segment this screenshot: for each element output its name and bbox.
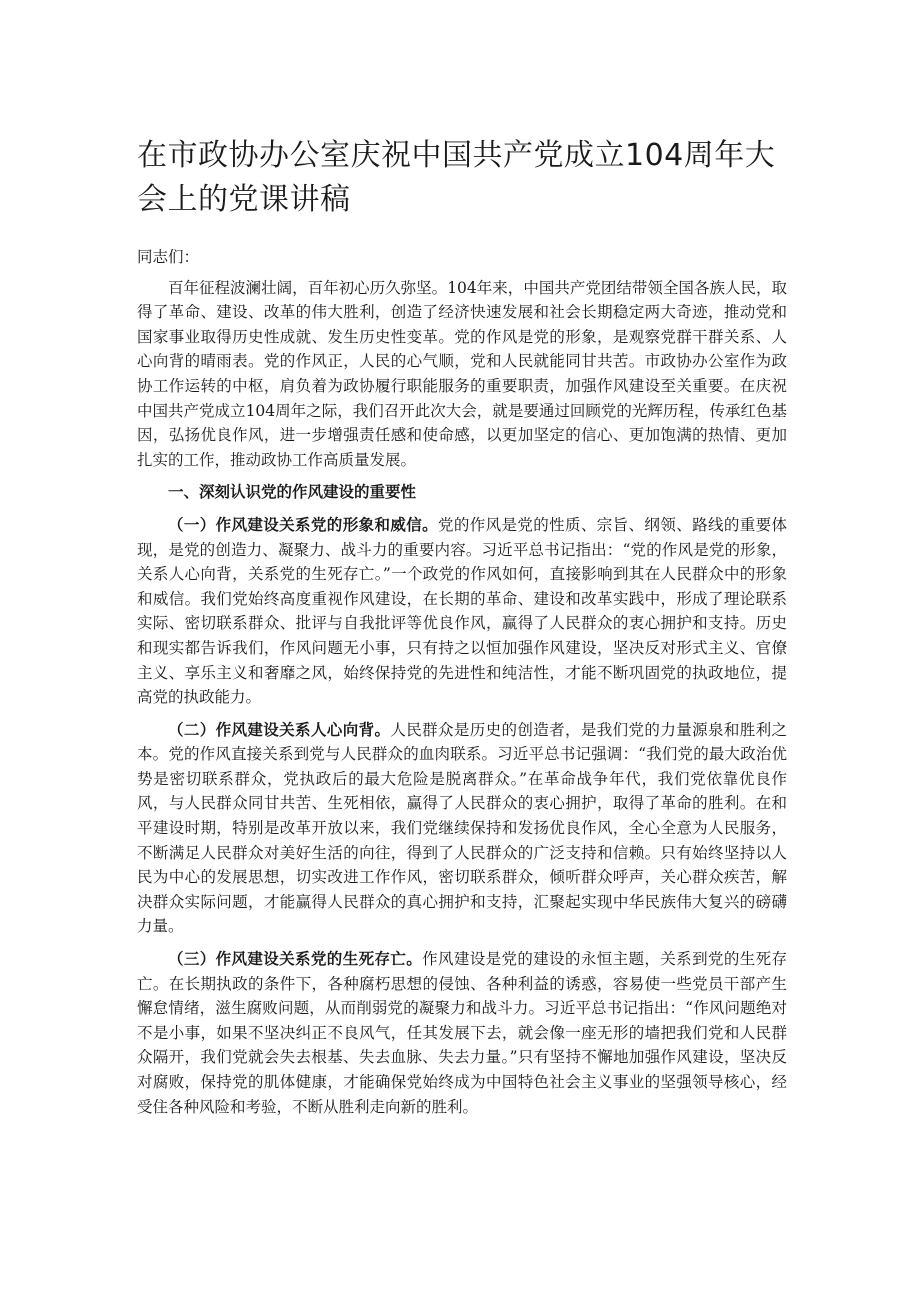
paragraph-1 bbox=[137, 513, 787, 710]
paragraph-2-lead: （二）作风建设关系人心向背。 bbox=[168, 720, 391, 739]
intro-paragraph: 百年征程波澜壮阔，百年初心历久弥坚。104年来，中国共产党团结带领全国各族人民，取得了革命、建设、改革的伟大胜利，创造了经济快速发展和社会长期稳定两大奇迹，推动党和国家事业取得历史性成就、发生历史性变革。党的作风是党的形象，是观察党群干群关系、人心向背的晴雨表。党的作风正，人民的心气顺，党和人民就能同甘共苦。市政协办公室作为政协工作运转的中枢，肩负着为政协履行职能服务的重要职责，加强作风建设至关重要。在庆祝中国共产党成立104周年之际，我们召开此次大会，就是要通过回顾党的光辉历程，传承红色基因，弘扬优良作风，进一步增强责任感和使命感，以更加坚定的信心、更加饱满的热情、更加扎实的工作，推动政协工作高质量发展。 bbox=[137, 278, 787, 469]
document-body bbox=[137, 245, 787, 1127]
paragraph-2-body: 人民群众是历史的创造者，是我们党的力量源泉和胜利之本。党的作风直接关系到党与人民群众的血肉联系。习近平总书记强调：“我们党的最大政治优势是密切联系群众，党执政后的最大危险是脱离群众。”在革命战争年代，我们党依靠优良作风，与人民群众同甘共苦、生死相依，赢得了人民群众的衷心拥护，取得了革命的胜利。在和平建设时期，特别是改革开放以来，我们党继续保持和发扬优良作风，全心全意为人民服务，不断满足人民群众对美好生活的向往，得到了人民群众的广泛支持和信赖。只有始终坚持以人民为中心的发展思想，切实改进工作作风，密切联系群众，倾听群众呼声，关心群众疾苦，解决群众实际问题，才能赢得人民群众的真心拥护和支持，汇聚起实现中华民族伟大复兴的磅礴力量。 bbox=[137, 720, 787, 936]
section-heading-1: 一、深刻认识党的作风建设的重要性 bbox=[168, 483, 417, 502]
paragraph-1-body: 党的作风是党的性质、宗旨、纲领、路线的重要体现，是党的创造力、凝聚力、战斗力的重要内容。习近平总书记指出：“党的作风是党的形象，关系人心向背，关系党的生死存亡。”一个政党的作风如何，直接影响到其在人民群众中的形象和威信。我们党始终高度重视作风建设，在长期的革命、建设和改革实践中，形成了理论联系实际、密切联系群众、批评与自我批评等优良作风，赢得了人民群众的衷心拥护和支持。历史和现实都告诉我们，作风问题无小事，只有持之以恒加强作风建设，坚决反对形式主义、官僚主义、享乐主义和奢靡之风，始终保持党的先进性和纯洁性，才能不断巩固党的执政地位，提高党的执政能力。 bbox=[137, 515, 787, 707]
document-title: 在市政协办公室庆祝中国共产党成立104周年大会上的党课讲稿 bbox=[137, 138, 776, 217]
paragraph-2 bbox=[137, 718, 787, 939]
salutation: 同志们： bbox=[137, 248, 200, 266]
paragraph-3-body: 作风建设是党的建设的永恒主题，关系到党的生死存亡。在长期执政的条件下，各种腐朽思想的侵蚀、各种利益的诱惑，容易使一些党员干部产生懈怠情绪，滋生腐败问题，从而削弱党的凝聚力和战斗力。习近平总书记指出：“作风问题绝对不是小事，如果不坚决纠正不良风气，任其发展下去，就会像一座无形的墙把我们党和人民群众隔开，我们党就会失去根基、失去血脉、失去力量。”只有坚持不懈地加强作风建设，坚决反对腐败，保持党的肌体健康，才能确保党始终成为中国特色社会主义事业的坚强领导核心，经受住各种风险和考验，不断从胜利走向新的胜利。 bbox=[137, 950, 787, 1116]
paragraph-3 bbox=[137, 947, 787, 1119]
paragraph-3-lead: （三）作风建设关系党的生死存亡。 bbox=[168, 950, 423, 969]
paragraph-1-lead: （一）作风建设关系党的形象和威信。 bbox=[168, 515, 438, 534]
